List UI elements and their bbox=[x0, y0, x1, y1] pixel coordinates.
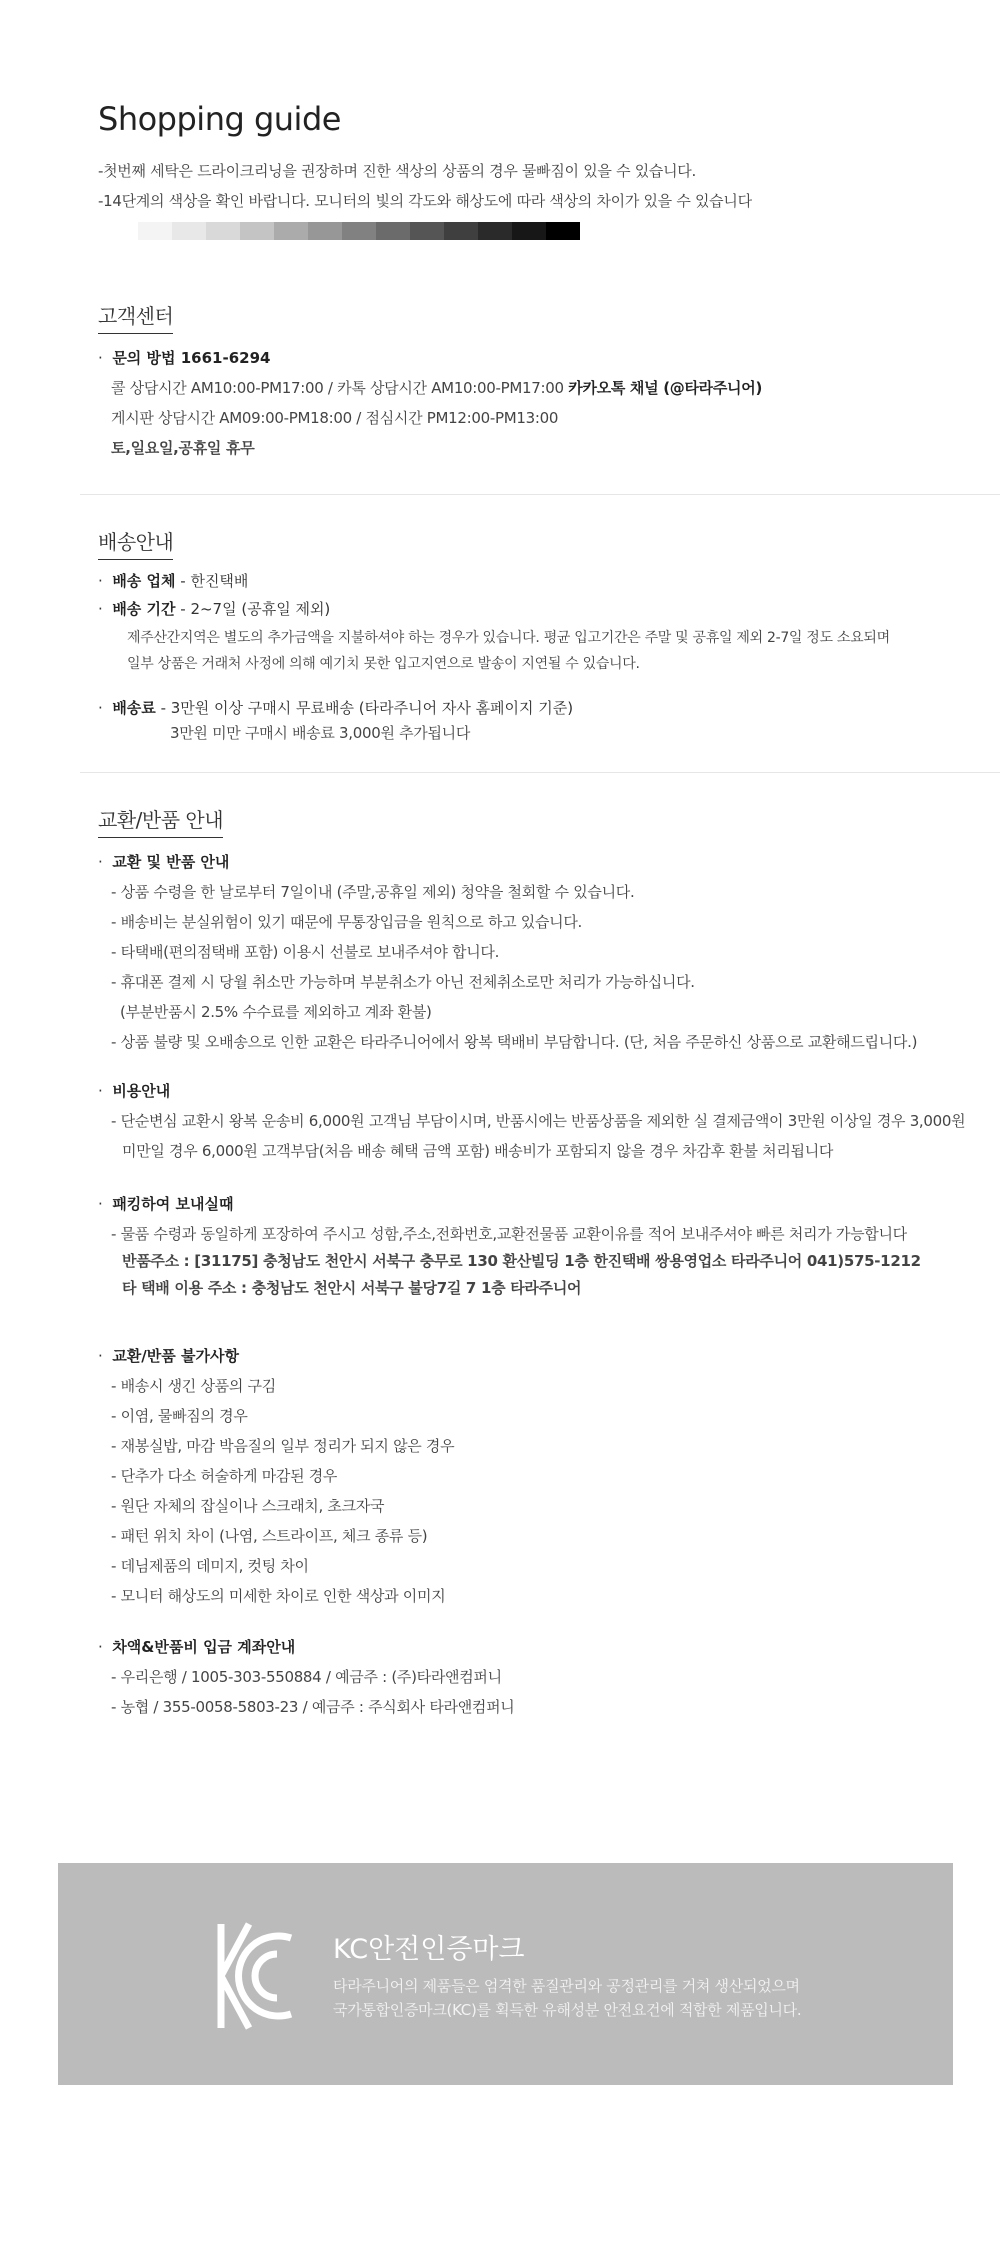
returns-policy-line: - 휴대폰 결제 시 당월 취소만 가능하며 부분취소가 아닌 전체취소로만 처리가 가능하십니다. bbox=[111, 973, 695, 991]
page-title: Shopping guide bbox=[98, 100, 341, 138]
not-allowed-item: - 모니터 해상도의 미세한 차이로 인한 색상과 이미지 bbox=[111, 1587, 446, 1605]
color-swatch bbox=[342, 222, 376, 240]
bank-account: - 농협 / 355-0058-5803-23 / 예금주 : 주식회사 타라앤컴퍼니 bbox=[111, 1698, 515, 1716]
kc-title: KC안전인증마크 bbox=[333, 1934, 525, 1965]
returns-packing-label: · 패킹하여 보내실때 bbox=[98, 1195, 234, 1213]
customer-board-hours: 게시판 상담시간 AM09:00-PM18:00 / 점심시간 PM12:00-PM13:00 bbox=[111, 409, 559, 427]
shipping-note: 일부 상품은 거래처 사정에 의해 예기치 못한 입고지연으로 발송이 지연될 수 있습니다. bbox=[127, 656, 640, 672]
color-swatch bbox=[546, 222, 580, 240]
kc-description: 타라주니어의 제품들은 엄격한 품질관리와 공정관리를 거쳐 생산되었으며 bbox=[333, 1977, 800, 1995]
returns-policy-line: - 상품 불량 및 오배송으로 인한 교환은 타라주니어에서 왕복 택배비 부담합니다. (단, 처음 주문하신 상품으로 교환해드립니다.) bbox=[111, 1033, 918, 1051]
returns-policy-line: - 타택배(편의점택배 포함) 이용시 선불로 보내주셔야 합니다. bbox=[111, 943, 500, 961]
section-heading-customer-center: 고객센터 bbox=[98, 300, 173, 329]
returns-cost-label: · 비용안내 bbox=[98, 1082, 171, 1100]
not-allowed-item: - 패턴 위치 차이 (나염, 스트라이프, 체크 종류 등) bbox=[111, 1527, 428, 1545]
customer-holiday: 토,일요일,공휴일 휴무 bbox=[111, 439, 255, 457]
returns-policy-label: · 교환 및 반품 안내 bbox=[98, 853, 230, 871]
section-heading-shipping: 배송안내 bbox=[98, 526, 173, 555]
shipping-carrier: · 배송 업체 - 한진택배 bbox=[98, 572, 249, 590]
color-swatch bbox=[376, 222, 410, 240]
shipping-fee-under: 3만원 미만 구매시 배송료 3,000원 추가됩니다 bbox=[170, 724, 471, 742]
returns-account-label: · 차액&반품비 입금 계좌안내 bbox=[98, 1638, 296, 1656]
divider bbox=[80, 494, 1000, 495]
color-swatch bbox=[172, 222, 206, 240]
not-allowed-item: - 재봉실밥, 마감 박음질의 일부 정리가 되지 않은 경우 bbox=[111, 1437, 455, 1455]
color-swatch bbox=[206, 222, 240, 240]
not-allowed-item: - 데님제품의 데미지, 컷팅 차이 bbox=[111, 1557, 309, 1575]
kc-description: 국가통합인증마크(KC)를 획득한 유해성분 안전요건에 적합한 제품입니다. bbox=[333, 2001, 802, 2019]
kc-mark-icon bbox=[215, 1916, 295, 2036]
color-swatch bbox=[274, 222, 308, 240]
return-address: 반품주소 : [31175] 충청남도 천안시 서북구 충무로 130 환산빌딩 1층 한진택배 쌍용영업소 타라주니어 041)575-1212 bbox=[122, 1252, 921, 1270]
color-swatch bbox=[410, 222, 444, 240]
customer-phone: · 문의 방법 1661-6294 bbox=[98, 349, 271, 367]
color-swatch bbox=[308, 222, 342, 240]
customer-hours: 콜 상담시간 AM10:00-PM17:00 / 카톡 상담시간 AM10:00-PM17:00 카카오톡 채널 (@타라주니어) bbox=[111, 379, 762, 397]
returns-policy-line: - 상품 수령을 한 날로부터 7일이내 (주말,공휴일 제외) 청약을 철회할 수 있습니다. bbox=[111, 883, 635, 901]
color-swatch-strip bbox=[104, 222, 580, 240]
returns-policy-line: - 배송비는 분실위험이 있기 때문에 무통장입금을 원칙으로 하고 있습니다. bbox=[111, 913, 583, 931]
color-swatch bbox=[512, 222, 546, 240]
returns-not-allowed-label: · 교환/반품 불가사항 bbox=[98, 1347, 239, 1365]
shipping-note: 제주산간지역은 별도의 추가금액을 지불하셔야 하는 경우가 있습니다. 평균 입고기간은 주말 및 공휴일 제외 2-7일 정도 소요되며 bbox=[127, 630, 890, 646]
color-swatch bbox=[478, 222, 512, 240]
bank-account: - 우리은행 / 1005-303-550884 / 예금주 : (주)타라앤컴퍼니 bbox=[111, 1668, 502, 1686]
section-heading-returns: 교환/반품 안내 bbox=[98, 804, 223, 833]
divider bbox=[80, 772, 1000, 773]
returns-policy-line: (부분반품시 2.5% 수수료를 제외하고 계좌 환불) bbox=[120, 1003, 432, 1021]
returns-cost-line: - 단순변심 교환시 왕복 운송비 6,000원 고객님 부담이시며, 반품시에는 반품상품을 제외한 실 결제금액이 3만원 이상일 경우 3,000원 bbox=[111, 1112, 966, 1130]
not-allowed-item: - 배송시 생긴 상품의 구김 bbox=[111, 1377, 276, 1395]
not-allowed-item: - 이염, 물빠짐의 경우 bbox=[111, 1407, 248, 1425]
color-swatch bbox=[104, 222, 138, 240]
not-allowed-item: - 단추가 다소 허술하게 마감된 경우 bbox=[111, 1467, 338, 1485]
shipping-fee: · 배송료 - 3만원 이상 구매시 무료배송 (타라주니어 자사 홈페이지 기준) bbox=[98, 699, 574, 717]
kakao-channel: 카카오톡 채널 (@타라주니어) bbox=[568, 379, 762, 397]
guide-line-color: -14단계의 색상을 확인 바랍니다. 모니터의 빛의 각도와 해상도에 따라 색상의 차이가 있을 수 있습니다 bbox=[98, 192, 752, 210]
color-swatch bbox=[444, 222, 478, 240]
other-courier-address: 타 택배 이용 주소 : 충청남도 천안시 서북구 불당7길 7 1층 타라주니어 bbox=[122, 1279, 582, 1297]
color-swatch bbox=[240, 222, 274, 240]
kc-certification-banner bbox=[58, 1863, 953, 2085]
returns-packing-line: - 물품 수령과 동일하게 포장하여 주시고 성함,주소,전화번호,교환전물품 교환이유를 적어 보내주셔야 빠른 처리가 가능합니다 bbox=[111, 1225, 907, 1243]
not-allowed-item: - 원단 자체의 잡실이나 스크래치, 초크자국 bbox=[111, 1497, 385, 1515]
color-swatch bbox=[138, 222, 172, 240]
shipping-period: · 배송 기간 - 2~7일 (공휴일 제외) bbox=[98, 600, 331, 618]
returns-cost-line: 미만일 경우 6,000원 고객부담(처음 배송 혜택 금액 포함) 배송비가 포함되지 않을 경우 차감후 환불 처리됩니다 bbox=[122, 1142, 834, 1160]
guide-line-wash: -첫번째 세탁은 드라이크리닝을 권장하며 진한 색상의 상품의 경우 물빠짐이 있을 수 있습니다. bbox=[98, 162, 696, 180]
